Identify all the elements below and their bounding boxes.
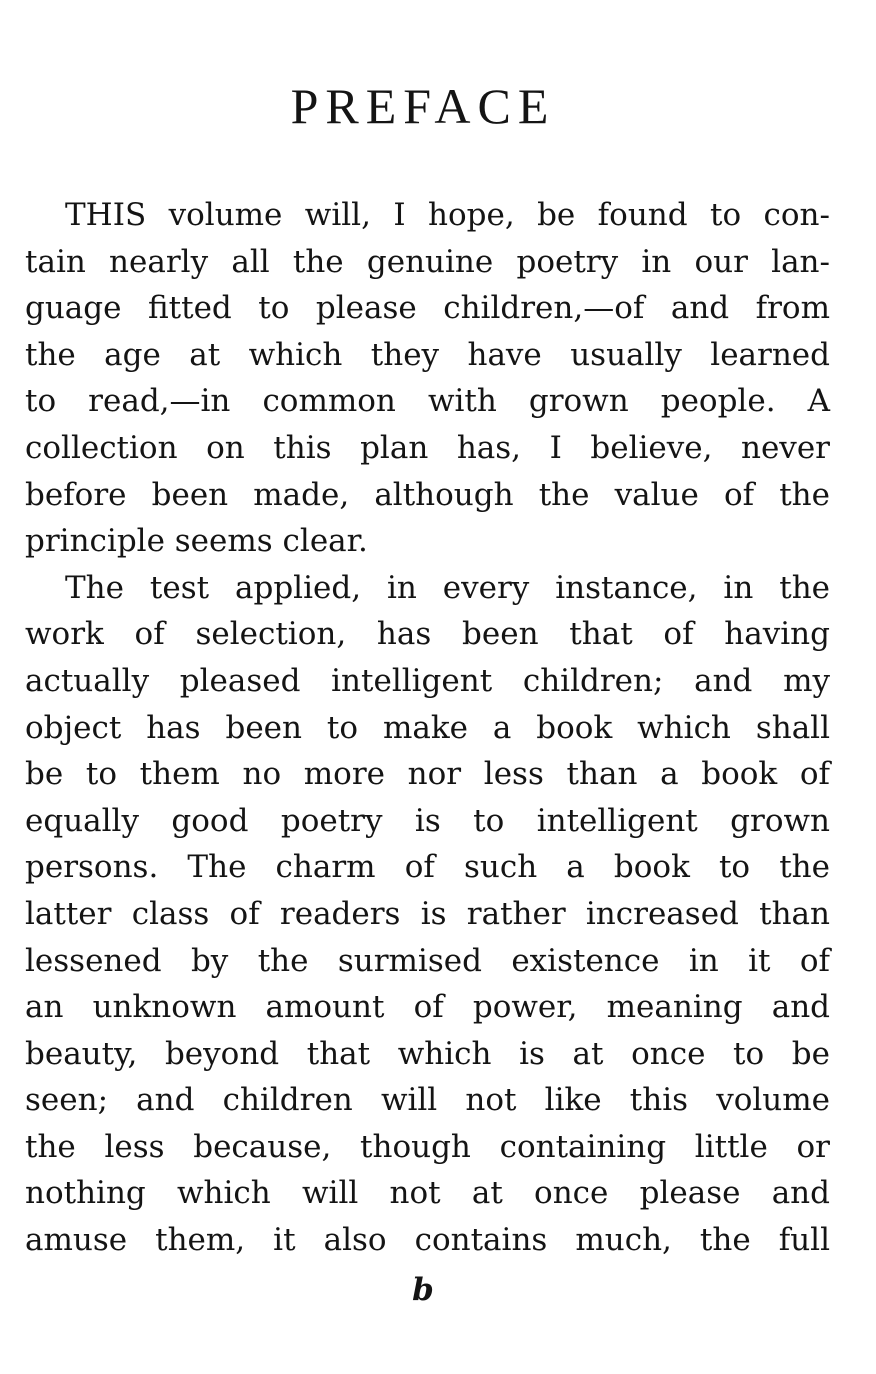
text-line: be to them no more nor less than a book of: [25, 756, 830, 793]
preface-body: [25, 192, 830, 1264]
text-line: the less because, though containing little or: [25, 1128, 830, 1165]
text-line: beauty, beyond that which is at once to be: [25, 1035, 830, 1072]
text-line: latter class of readers is rather increased than: [25, 895, 830, 932]
text-line: THIS volume will, I hope, be found to con-: [65, 197, 830, 233]
text-line: amuse them, it also contains much, the full: [25, 1222, 830, 1259]
text-line: object has been to make a book which shall: [25, 709, 830, 746]
page-signature-mark: b: [412, 1272, 434, 1308]
text-line: to read,—in common with grown people. A: [25, 383, 830, 420]
text-line: lessened by the surmised existence in it of: [25, 942, 830, 979]
text-line: tain nearly all the genuine poetry in our lan-: [25, 243, 830, 280]
text-line: nothing which will not at once please and: [25, 1175, 830, 1212]
text-line: the age at which they have usually learned: [25, 336, 830, 373]
text-line: persons. The charm of such a book to the: [25, 849, 830, 886]
text-line: principle seems clear.: [25, 523, 368, 560]
text-line: The test applied, in every instance, in the: [65, 569, 830, 606]
text-line: collection on this plan has, I believe, never: [25, 429, 830, 466]
text-line: guage fitted to please children,—of and from: [25, 290, 830, 327]
text-line: equally good poetry is to intelligent grown: [25, 802, 830, 839]
text-line: work of selection, has been that of having: [25, 616, 830, 653]
text-line: before been made, although the value of the: [25, 476, 830, 513]
text-line: seen; and children will not like this volume: [25, 1082, 830, 1119]
text-line: an unknown amount of power, meaning and: [25, 989, 830, 1026]
text-line: actually pleased intelligent children; and my: [25, 662, 830, 699]
page-heading: PREFACE: [290, 78, 556, 134]
